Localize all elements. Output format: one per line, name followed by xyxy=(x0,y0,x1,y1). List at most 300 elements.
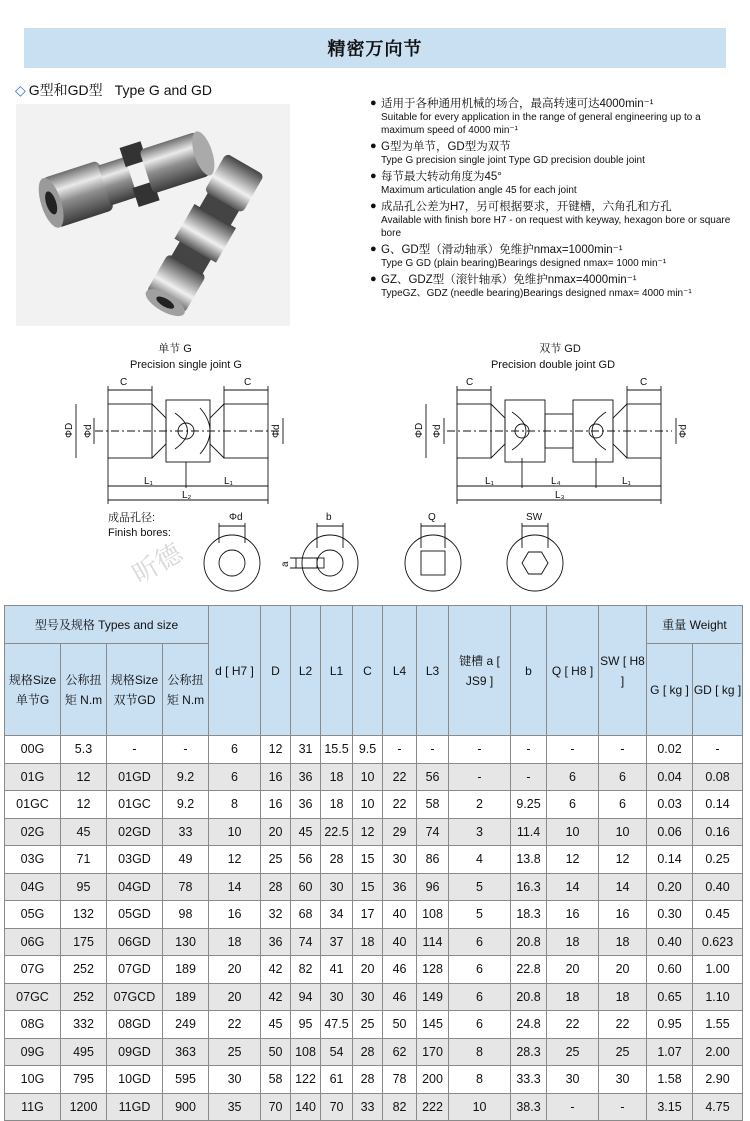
table-cell: 70 xyxy=(261,1093,291,1121)
table-cell: 25 xyxy=(209,1038,261,1066)
table-cell: 0.40 xyxy=(693,873,743,901)
col-header-weight-g: G [ kg ] xyxy=(647,644,693,736)
table-cell: 98 xyxy=(163,901,209,929)
table-cell: 36 xyxy=(291,791,321,819)
group-header: 型号及规格 Types and size xyxy=(5,606,209,644)
table-cell: 28 xyxy=(353,1038,383,1066)
table-cell: 3 xyxy=(449,818,511,846)
table-cell: - xyxy=(599,736,647,764)
col-header-C: C xyxy=(353,606,383,736)
table-cell: 795 xyxy=(61,1066,107,1094)
single-title-en: Precision single joint G xyxy=(130,359,242,371)
col-header-d: d [ H7 ] xyxy=(209,606,261,736)
feature-cn: G型为单节，GD型为双节 xyxy=(381,141,511,153)
table-cell: 32 xyxy=(261,901,291,929)
col-header-keyway: 键槽 a [ JS9 ] xyxy=(449,606,511,736)
table-cell: 07G xyxy=(5,956,61,984)
dim-l4: L₄ xyxy=(551,476,561,487)
table-cell: 6 xyxy=(209,763,261,791)
page-title: 精密万向节 xyxy=(327,39,423,59)
table-cell: 28.3 xyxy=(511,1038,547,1066)
table-cell: 189 xyxy=(163,956,209,984)
table-cell: 00G xyxy=(5,736,61,764)
table-cell: 12 xyxy=(61,791,107,819)
table-cell: 0.14 xyxy=(693,791,743,819)
table-cell: 10 xyxy=(449,1093,511,1121)
table-row xyxy=(5,1011,743,1039)
table-cell: 0.06 xyxy=(647,818,693,846)
product-photo xyxy=(16,104,290,326)
table-cell: 20 xyxy=(547,956,599,984)
table-cell: 16 xyxy=(261,763,291,791)
single-title-cn: 单节 G xyxy=(158,343,192,355)
table-cell: 33 xyxy=(163,818,209,846)
table-cell: 14 xyxy=(209,873,261,901)
table-cell: 495 xyxy=(61,1038,107,1066)
bullet-icon: ● xyxy=(370,200,377,212)
dim-c: C xyxy=(120,377,128,388)
feature-cn: 每节最大转动角度为45° xyxy=(381,171,502,183)
feature-en: Type G precision single joint Type GD precision double joint xyxy=(381,155,645,166)
table-cell: 149 xyxy=(417,983,449,1011)
table-cell: 0.95 xyxy=(647,1011,693,1039)
table-cell: 30 xyxy=(321,873,353,901)
feature-en: TypeGZ、GDZ (needle bearing)Bearings designed nmax= 4000 min⁻¹ xyxy=(381,288,692,299)
table-cell: 6 xyxy=(599,791,647,819)
feature-cn: 适用于各种通用机械的场合，最高转速可达4000min⁻¹ xyxy=(381,98,654,110)
dim-c: C xyxy=(244,377,252,388)
table-row xyxy=(5,1093,743,1121)
col-header-L4: L4 xyxy=(383,606,417,736)
table-cell: 18 xyxy=(547,928,599,956)
table-cell: 56 xyxy=(291,846,321,874)
table-cell: 45 xyxy=(261,1011,291,1039)
table-cell: 5 xyxy=(449,873,511,901)
table-cell: 22 xyxy=(547,1011,599,1039)
table-row xyxy=(5,928,743,956)
table-cell: 8 xyxy=(209,791,261,819)
feature-item xyxy=(370,200,735,240)
table-cell: 9.2 xyxy=(163,791,209,819)
feature-list xyxy=(370,97,735,303)
table-cell: 08GD xyxy=(107,1011,163,1039)
table-cell: 04G xyxy=(5,873,61,901)
table-cell: 01G xyxy=(5,763,61,791)
table-cell: 78 xyxy=(163,873,209,901)
table-cell: 6 xyxy=(449,956,511,984)
table-cell: 1.10 xyxy=(693,983,743,1011)
table-cell: 29 xyxy=(383,818,417,846)
col-header-weight-gd: GD [ kg ] xyxy=(693,644,743,736)
table-cell: 71 xyxy=(61,846,107,874)
table-cell: 46 xyxy=(383,956,417,984)
type-heading-en: Type G and GD xyxy=(114,82,212,98)
dim-c: C xyxy=(466,377,474,388)
table-cell: 42 xyxy=(261,956,291,984)
table-cell: 82 xyxy=(383,1093,417,1121)
bore-square-drawing xyxy=(405,523,461,591)
table-cell: 13.8 xyxy=(511,846,547,874)
table-cell: 33.3 xyxy=(511,1066,547,1094)
dim-l1: L₁ xyxy=(622,476,631,487)
table-cell: 30 xyxy=(383,846,417,874)
feature-cn: 成品孔公差为H7，另可根据要求，开键槽，六角孔和方孔 xyxy=(381,201,672,213)
table-cell: 11G xyxy=(5,1093,61,1121)
table-cell: 0.60 xyxy=(647,956,693,984)
table-cell: 0.03 xyxy=(647,791,693,819)
table-cell: 8 xyxy=(449,1066,511,1094)
dim-l1: L₁ xyxy=(224,476,233,487)
dim-l3: L₃ xyxy=(555,490,565,501)
bullet-icon: ● xyxy=(370,243,377,255)
table-cell: 1.00 xyxy=(693,956,743,984)
dim-q: Q xyxy=(428,512,436,523)
table-cell: 49 xyxy=(163,846,209,874)
table-cell: 02G xyxy=(5,818,61,846)
table-cell: 15.5 xyxy=(321,736,353,764)
table-cell: 04GD xyxy=(107,873,163,901)
table-cell: 20 xyxy=(599,956,647,984)
table-cell: 50 xyxy=(261,1038,291,1066)
table-cell: 94 xyxy=(291,983,321,1011)
bullet-icon: ● xyxy=(370,97,377,109)
table-cell: 6 xyxy=(449,928,511,956)
table-cell: 20 xyxy=(353,956,383,984)
table-cell: 36 xyxy=(261,928,291,956)
table-row xyxy=(5,818,743,846)
table-cell: 28 xyxy=(261,873,291,901)
type-heading xyxy=(15,80,212,100)
table-cell: 0.40 xyxy=(647,928,693,956)
dim-outer-d: ΦD xyxy=(64,422,75,438)
table-cell: 03G xyxy=(5,846,61,874)
bullet-icon: ● xyxy=(370,170,377,182)
table-cell: 06GD xyxy=(107,928,163,956)
table-cell: 58 xyxy=(261,1066,291,1094)
table-cell: 108 xyxy=(291,1038,321,1066)
table-cell: 6 xyxy=(547,763,599,791)
table-cell: 58 xyxy=(417,791,449,819)
table-cell: 3.15 xyxy=(647,1093,693,1121)
table-cell: 0.623 xyxy=(693,928,743,956)
table-cell: 0.20 xyxy=(647,873,693,901)
table-cell: 6 xyxy=(449,1011,511,1039)
feature-cn: G、GD型（滑动轴承）免维护nmax=1000min⁻¹ xyxy=(381,244,623,256)
table-cell: 12 xyxy=(209,846,261,874)
table-cell: 128 xyxy=(417,956,449,984)
feature-item xyxy=(370,273,735,300)
dim-bore-d: Φd xyxy=(678,424,689,438)
table-cell: 10 xyxy=(353,791,383,819)
feature-cn: GZ、GDZ型（滚针轴承）免维护nmax=4000min⁻¹ xyxy=(381,274,637,286)
table-cell: 0.25 xyxy=(693,846,743,874)
table-cell: 31 xyxy=(291,736,321,764)
table-cell: 68 xyxy=(291,901,321,929)
table-cell: 45 xyxy=(291,818,321,846)
col-header-Q: Q [ H8 ] xyxy=(547,606,599,736)
table-row xyxy=(5,873,743,901)
table-cell: 60 xyxy=(291,873,321,901)
col-header-torque-gd: 公称扭矩 N.m xyxy=(163,644,209,736)
table-cell: 22 xyxy=(383,791,417,819)
table-cell: 30 xyxy=(321,983,353,1011)
table-row xyxy=(5,983,743,1011)
table-cell: 200 xyxy=(417,1066,449,1094)
table-cell: 1.58 xyxy=(647,1066,693,1094)
table-cell: 5.3 xyxy=(61,736,107,764)
table-cell: 56 xyxy=(417,763,449,791)
table-cell: 62 xyxy=(383,1038,417,1066)
table-cell: 16.3 xyxy=(511,873,547,901)
finish-bores-cn: 成品孔径: xyxy=(108,512,156,524)
col-header-L3: L3 xyxy=(417,606,449,736)
table-cell: 12 xyxy=(547,846,599,874)
table-cell: 45 xyxy=(61,818,107,846)
table-cell: 20.8 xyxy=(511,983,547,1011)
dim-b: b xyxy=(326,512,332,523)
table-cell: 20.8 xyxy=(511,928,547,956)
table-cell: 20 xyxy=(261,818,291,846)
table-cell: 175 xyxy=(61,928,107,956)
table-cell: 10 xyxy=(547,818,599,846)
table-cell: 96 xyxy=(417,873,449,901)
universal-joint-photo xyxy=(16,104,290,326)
feature-en: Available with finish bore H7 - on request with keyway, hexagon bore or square bore xyxy=(381,215,731,239)
table-cell: 82 xyxy=(291,956,321,984)
table-cell: 222 xyxy=(417,1093,449,1121)
table-cell: 18 xyxy=(547,983,599,1011)
table-cell: 30 xyxy=(209,1066,261,1094)
dim-l2: L₂ xyxy=(182,490,192,501)
table-cell: 70 xyxy=(321,1093,353,1121)
table-cell: 0.45 xyxy=(693,901,743,929)
feature-en: Type G GD (plain bearing)Bearings designed nmax= 1000 min⁻¹ xyxy=(381,258,667,269)
feature-item xyxy=(370,170,735,197)
table-cell: 34 xyxy=(321,901,353,929)
table-cell: 06G xyxy=(5,928,61,956)
table-cell: 114 xyxy=(417,928,449,956)
table-cell: - xyxy=(511,736,547,764)
table-cell: - xyxy=(693,736,743,764)
table-cell: 30 xyxy=(599,1066,647,1094)
table-cell: 189 xyxy=(163,983,209,1011)
table-cell: 108 xyxy=(417,901,449,929)
table-cell: 07GCD xyxy=(107,983,163,1011)
table-cell: 74 xyxy=(417,818,449,846)
col-header-size-g: 规格Size 单节G xyxy=(5,644,61,736)
table-cell: 36 xyxy=(291,763,321,791)
table-cell: 54 xyxy=(321,1038,353,1066)
table-cell: - xyxy=(417,736,449,764)
table-cell: - xyxy=(107,736,163,764)
spec-table xyxy=(4,605,743,1121)
table-cell: 16 xyxy=(599,901,647,929)
dim-bore-d: Φd xyxy=(432,424,443,438)
table-cell: 900 xyxy=(163,1093,209,1121)
table-cell: 37 xyxy=(321,928,353,956)
table-row xyxy=(5,956,743,984)
table-cell: 47.5 xyxy=(321,1011,353,1039)
dim-outer-d: ΦD xyxy=(414,422,425,438)
table-cell: 252 xyxy=(61,956,107,984)
table-cell: 18 xyxy=(321,763,353,791)
table-cell: 25 xyxy=(599,1038,647,1066)
table-cell: 14 xyxy=(599,873,647,901)
table-cell: 595 xyxy=(163,1066,209,1094)
table-cell: 86 xyxy=(417,846,449,874)
table-cell: 6 xyxy=(547,791,599,819)
dim-l1: L₁ xyxy=(144,476,153,487)
table-cell: 0.02 xyxy=(647,736,693,764)
table-cell: 40 xyxy=(383,901,417,929)
table-cell: 22 xyxy=(209,1011,261,1039)
col-header-D: D xyxy=(261,606,291,736)
table-cell: 33 xyxy=(353,1093,383,1121)
table-cell: 15 xyxy=(353,846,383,874)
feature-item xyxy=(370,140,735,167)
col-header-SW: SW [ H8 ] xyxy=(599,606,647,736)
bore-hexagon-drawing xyxy=(507,523,563,591)
page-title-banner xyxy=(24,28,726,68)
table-cell: - xyxy=(511,763,547,791)
table-cell: 0.65 xyxy=(647,983,693,1011)
table-cell: 22.8 xyxy=(511,956,547,984)
table-cell: 2.90 xyxy=(693,1066,743,1094)
table-cell: 18 xyxy=(599,983,647,1011)
table-cell: 42 xyxy=(261,983,291,1011)
table-cell: 10 xyxy=(209,818,261,846)
table-cell: - xyxy=(599,1093,647,1121)
table-cell: 11.4 xyxy=(511,818,547,846)
table-cell: 0.14 xyxy=(647,846,693,874)
feature-item xyxy=(370,97,735,137)
table-cell: 05GD xyxy=(107,901,163,929)
table-cell: 22.5 xyxy=(321,818,353,846)
table-cell: 28 xyxy=(353,1066,383,1094)
table-cell: 22 xyxy=(383,763,417,791)
table-cell: 30 xyxy=(353,983,383,1011)
table-cell: 46 xyxy=(383,983,417,1011)
table-cell: 09GD xyxy=(107,1038,163,1066)
table-cell: 25 xyxy=(547,1038,599,1066)
table-cell: 22 xyxy=(599,1011,647,1039)
table-cell: 78 xyxy=(383,1066,417,1094)
table-cell: 17 xyxy=(353,901,383,929)
type-heading-cn: G型和GD型 xyxy=(28,82,103,98)
col-header-size-gd: 规格Size 双节GD xyxy=(107,644,163,736)
table-cell: 09G xyxy=(5,1038,61,1066)
dim-bore-d: Φd xyxy=(271,424,282,438)
table-cell: 9.25 xyxy=(511,791,547,819)
table-cell: 2 xyxy=(449,791,511,819)
table-cell: - xyxy=(449,736,511,764)
table-cell: 16 xyxy=(209,901,261,929)
table-cell: 25 xyxy=(261,846,291,874)
table-row xyxy=(5,1066,743,1094)
table-cell: 50 xyxy=(383,1011,417,1039)
table-cell: 15 xyxy=(353,873,383,901)
col-header-b: b xyxy=(511,606,547,736)
table-cell: 05G xyxy=(5,901,61,929)
table-cell: 0.16 xyxy=(693,818,743,846)
dim-bore-d: Φd xyxy=(83,424,94,438)
feature-item xyxy=(370,243,735,270)
table-row xyxy=(5,791,743,819)
table-cell: 12 xyxy=(353,818,383,846)
col-header-weight: 重量 Weight xyxy=(647,606,743,644)
table-cell: 332 xyxy=(61,1011,107,1039)
table-cell: 10GD xyxy=(107,1066,163,1094)
table-cell: 5 xyxy=(449,901,511,929)
dim-sw: SW xyxy=(526,512,543,523)
table-cell: - xyxy=(547,1093,599,1121)
table-cell: - xyxy=(547,736,599,764)
table-cell: 10G xyxy=(5,1066,61,1094)
technical-drawings xyxy=(0,338,750,604)
table-row xyxy=(5,901,743,929)
table-cell: 6 xyxy=(209,736,261,764)
table-cell: 01GC xyxy=(107,791,163,819)
table-cell: 4.75 xyxy=(693,1093,743,1121)
bore-keyway-drawing xyxy=(290,523,358,591)
table-cell: 6 xyxy=(449,983,511,1011)
table-cell: 10 xyxy=(599,818,647,846)
table-cell: 01GD xyxy=(107,763,163,791)
double-title-en: Precision double joint GD xyxy=(490,359,616,371)
diamond-icon: ◇ xyxy=(15,81,26,98)
table-cell: 1.55 xyxy=(693,1011,743,1039)
table-cell: 0.30 xyxy=(647,901,693,929)
dim-c: C xyxy=(640,377,648,388)
table-cell: 12 xyxy=(61,763,107,791)
table-cell: 6 xyxy=(599,763,647,791)
table-cell: 40 xyxy=(383,928,417,956)
bullet-icon: ● xyxy=(370,140,377,152)
table-cell: 20 xyxy=(209,956,261,984)
watermark: 昕德 xyxy=(127,537,188,590)
finish-bores-en: Finish bores: xyxy=(108,527,171,539)
table-cell: 28 xyxy=(321,846,353,874)
table-cell: 25 xyxy=(353,1011,383,1039)
table-cell: 9.5 xyxy=(353,736,383,764)
col-header-L1: L1 xyxy=(321,606,353,736)
table-cell: 140 xyxy=(291,1093,321,1121)
table-cell: 16 xyxy=(261,791,291,819)
bore-plain-drawing xyxy=(204,523,260,591)
table-cell: 18.3 xyxy=(511,901,547,929)
table-cell: 0.08 xyxy=(693,763,743,791)
table-cell: 11GD xyxy=(107,1093,163,1121)
table-cell: 122 xyxy=(291,1066,321,1094)
table-cell: 249 xyxy=(163,1011,209,1039)
table-cell: 8 xyxy=(449,1038,511,1066)
table-cell: 12 xyxy=(261,736,291,764)
table-cell: 36 xyxy=(383,873,417,901)
table-cell: 20 xyxy=(209,983,261,1011)
table-row xyxy=(5,1038,743,1066)
table-cell: 145 xyxy=(417,1011,449,1039)
table-cell: 74 xyxy=(291,928,321,956)
dim-l1: L₁ xyxy=(485,476,494,487)
table-cell: 132 xyxy=(61,901,107,929)
table-cell: 95 xyxy=(61,873,107,901)
table-cell: 18 xyxy=(209,928,261,956)
table-cell: - xyxy=(163,736,209,764)
table-cell: 14 xyxy=(547,873,599,901)
table-row xyxy=(5,763,743,791)
feature-en: Suitable for every application in the range of general engineering up to a maximum speed of 4000 min⁻¹ xyxy=(381,112,701,136)
col-header-torque-g: 公称扭矩 N.m xyxy=(61,644,107,736)
